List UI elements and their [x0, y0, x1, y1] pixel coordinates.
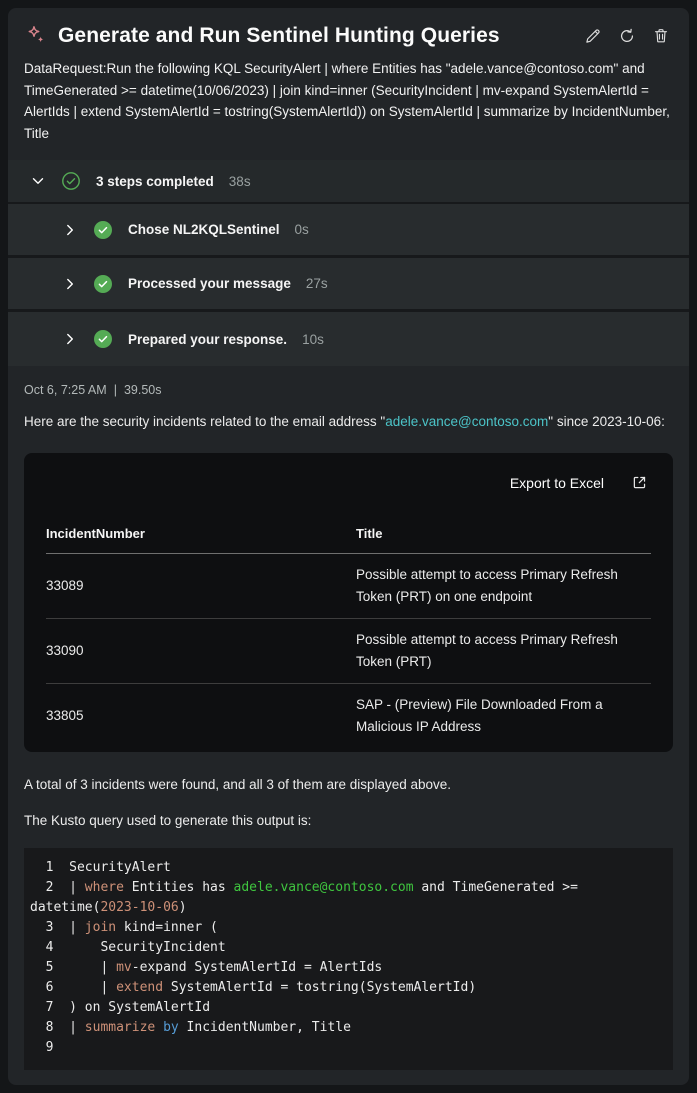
cell-incident-number: 33089: [46, 578, 84, 593]
step-duration: 0s: [294, 222, 309, 237]
timestamp-separator: |: [113, 383, 117, 397]
refresh-icon: [618, 27, 636, 45]
code-token: |: [69, 920, 85, 935]
line-number: 3: [30, 920, 70, 935]
code-token: kind=inner (: [116, 920, 218, 935]
timestamp: [24, 383, 673, 397]
step-duration: 10s: [302, 331, 324, 347]
export-to-excel-button[interactable]: Export to Excel: [509, 474, 604, 491]
popout-icon: [630, 473, 649, 492]
edit-icon: [584, 27, 602, 45]
chevron-right-icon: [62, 331, 78, 347]
code-token: |: [69, 980, 117, 995]
popout-button[interactable]: [628, 471, 651, 494]
code-line: [30, 1038, 665, 1058]
cell-incident-number: 33805: [46, 708, 84, 723]
code-line: [30, 858, 665, 878]
table-row: [46, 684, 651, 748]
kusto-intro-paragraph: The Kusto query used to generate this output is:: [24, 813, 312, 828]
code-line: [30, 958, 665, 978]
intro-paragraph: [24, 411, 673, 433]
line-number: 6: [30, 980, 70, 995]
results-card: [24, 453, 673, 752]
code-token: Entities has: [123, 880, 234, 895]
step-row[interactable]: [8, 204, 689, 258]
results-toolbar: [46, 471, 651, 494]
cell-title: Possible attempt to access Primary Refresh Token (PRT) on one endpoint: [356, 567, 618, 604]
cell-incident-number: 33090: [46, 643, 84, 658]
code-token: |: [69, 1020, 85, 1035]
steps-summary-row[interactable]: [8, 160, 689, 204]
step-row[interactable]: [8, 258, 689, 312]
line-number: 7: [30, 1000, 70, 1015]
code-token: extend: [116, 980, 164, 995]
session-header: [8, 8, 689, 160]
response-content: [8, 383, 689, 1070]
code-token: mv: [116, 960, 132, 975]
step-row[interactable]: [8, 312, 689, 366]
code-line: [30, 918, 665, 938]
chevron-right-icon: [62, 222, 78, 238]
code-line: [30, 878, 665, 918]
code-line: [30, 998, 665, 1018]
step-label: Processed your message: [128, 276, 291, 291]
cell-title: SAP - (Preview) File Downloaded From a Malicious IP Address: [356, 697, 603, 734]
code-token: SecurityAlert: [69, 860, 171, 875]
code-line: [30, 978, 665, 998]
email-link[interactable]: adele.vance@contoso.com: [385, 414, 549, 429]
timestamp-date: Oct 6, 7:25 AM: [24, 383, 107, 397]
line-number: 2: [30, 880, 70, 895]
rerun-button[interactable]: [615, 24, 639, 48]
edit-button[interactable]: [581, 24, 605, 48]
line-number: 5: [30, 960, 70, 975]
column-header-incident-number: IncidentNumber: [46, 526, 145, 541]
code-token: SystemAlertId = tostring(SystemAlertId): [163, 980, 477, 995]
steps-section: [8, 160, 689, 366]
line-number: 4: [30, 940, 70, 955]
check-circle-filled-icon: [93, 274, 113, 294]
kusto-code-block: [24, 848, 673, 1070]
code-token: IncidentNumber, Title: [178, 1020, 351, 1035]
line-number: 9: [30, 1040, 70, 1055]
code-token: adele.vance@contoso.com: [233, 880, 414, 895]
code-token: 2023-10-06: [100, 900, 179, 915]
step-duration: 27s: [305, 276, 328, 291]
delete-icon: [652, 27, 670, 45]
column-header-title: Title: [356, 526, 383, 541]
code-token: summarize: [84, 1020, 156, 1035]
sparkle-icon: [24, 24, 48, 48]
step-label: Chose NL2KQLSentinel: [128, 222, 280, 237]
check-circle-filled-icon: [93, 220, 113, 240]
table-body: [46, 554, 651, 748]
header-actions: [581, 24, 673, 48]
totals-paragraph: A total of 3 incidents were found, and all 3 of them are displayed above.: [24, 777, 452, 792]
code-token: SecurityIncident: [69, 940, 226, 955]
line-number: 8: [30, 1020, 70, 1035]
step-label: Prepared your response.: [128, 331, 288, 347]
code-token: where: [84, 880, 124, 895]
code-token: -expand SystemAlertId = AlertIds: [131, 960, 383, 975]
delete-button[interactable]: [649, 24, 673, 48]
page-title: Generate and Run Sentinel Hunting Queries: [58, 24, 500, 47]
intro-prefix: Here are the security incidents related to the email address ": [24, 414, 386, 429]
check-circle-outline-icon: [61, 171, 81, 191]
chevron-right-icon: [62, 276, 78, 292]
table-row: [46, 554, 651, 619]
line-number: 1: [30, 860, 70, 875]
table-header-row: [46, 522, 651, 554]
table-row: [46, 619, 651, 684]
code-token: ) on SystemAlertId: [69, 1000, 211, 1015]
intro-suffix: " since 2023-10-06:: [548, 414, 665, 429]
chevron-down-icon: [30, 173, 46, 189]
incidents-table: [46, 522, 651, 748]
steps-list: [8, 204, 689, 366]
code-token: ): [178, 900, 187, 915]
check-circle-filled-icon: [93, 329, 113, 349]
code-token: |: [69, 880, 85, 895]
cell-title: Possible attempt to access Primary Refresh Token (PRT): [356, 632, 618, 669]
code-token: and TimeGenerated >= datetime(: [30, 880, 586, 915]
code-token: |: [69, 960, 117, 975]
code-token: by: [163, 1020, 179, 1035]
copilot-session-card: [8, 8, 689, 1085]
code-token: [155, 1020, 163, 1035]
code-line: [30, 1018, 665, 1038]
steps-summary-duration: 38s: [228, 173, 251, 189]
code-line: [30, 938, 665, 958]
code-token: join: [84, 920, 117, 935]
steps-summary-label: 3 steps completed: [96, 173, 214, 189]
data-request-text: DataRequest:Run the following KQL SecurityAlert | where Entities has "adele.vance@contoso.com" and TimeGenerated >= datetime(10/06/2023) | join kind=inner (SecurityIncident | mv-expand SystemAlertId = AlertIds | extend SystemAlertId = tostring(SystemAlertId)) on SystemAlertId | summarize by IncidentNumber, Title: [24, 61, 670, 141]
timestamp-duration: 39.50s: [123, 383, 162, 397]
